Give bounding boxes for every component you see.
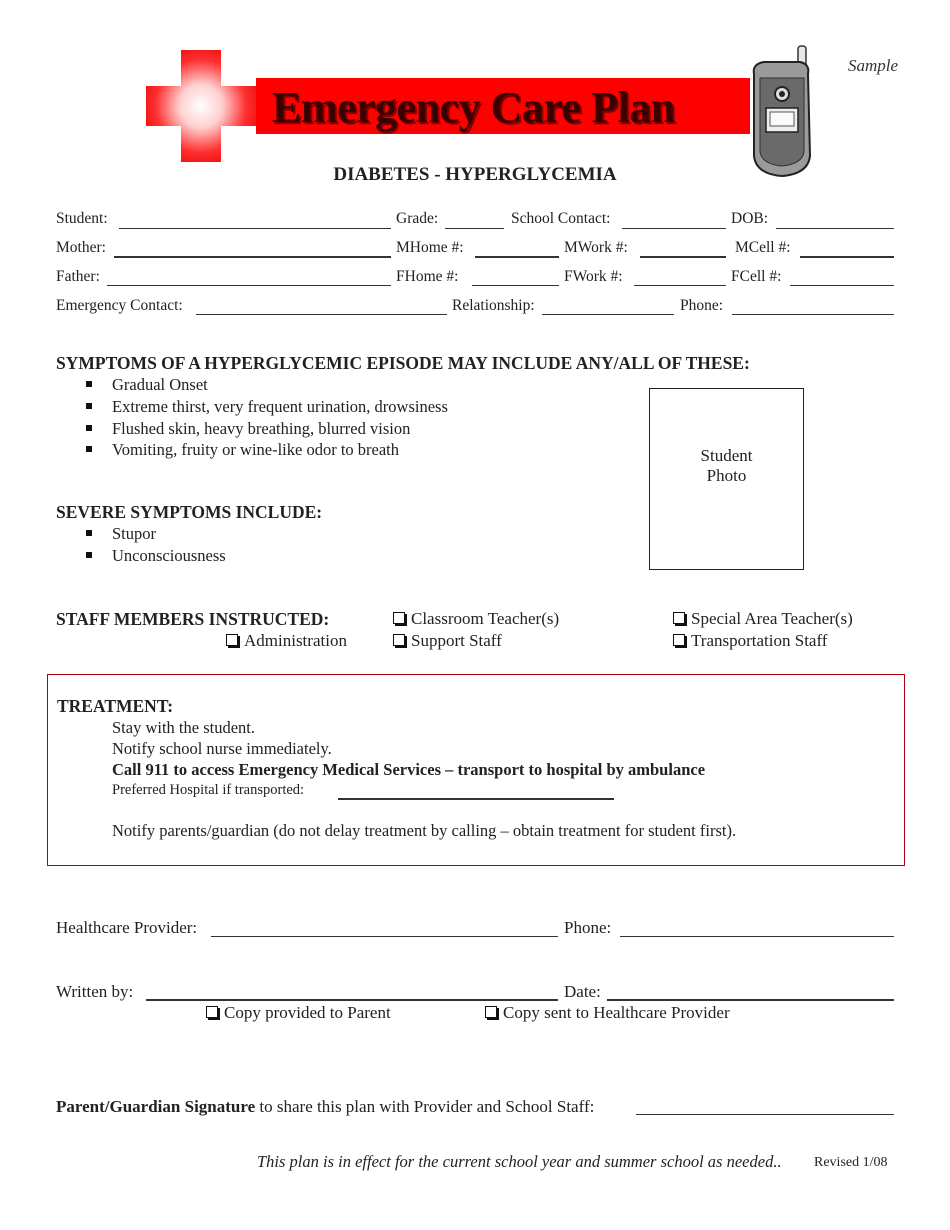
fwork-label: FWork #:: [564, 268, 623, 285]
red-cross-icon: [146, 50, 256, 162]
list-item: Stupor: [112, 524, 157, 543]
checkbox-icon[interactable]: [673, 612, 685, 624]
school-contact-field[interactable]: [622, 228, 726, 229]
list-item: Flushed skin, heavy breathing, blurred vision: [112, 419, 411, 438]
fcell-field[interactable]: [790, 285, 894, 286]
checkbox-classroom-teacher[interactable]: [393, 609, 559, 629]
list-item: Gradual Onset: [112, 375, 208, 394]
treatment-step: Stay with the student.: [112, 718, 255, 737]
checkbox-label: Transportation Staff: [691, 631, 828, 650]
phone-label: Phone:: [680, 297, 724, 314]
sample-label: Sample: [848, 56, 899, 75]
checkbox-icon[interactable]: [485, 1006, 497, 1018]
symptoms-heading: SYMPTOMS OF A HYPERGLYCEMIC EPISODE MAY INCLUDE ANY/ALL OF THESE:: [56, 353, 750, 373]
fwork-field[interactable]: [634, 285, 726, 286]
photo-label-1: Student: [700, 446, 753, 465]
student-label: Student:: [56, 210, 108, 227]
signature-label-rest: to share this plan with Provider and School Staff:: [255, 1097, 595, 1116]
hospital-label: Preferred Hospital if transported:: [112, 782, 305, 798]
dob-field[interactable]: [776, 228, 894, 229]
checkbox-label: Copy provided to Parent: [224, 1003, 391, 1022]
provider-phone-field[interactable]: [620, 936, 894, 937]
call-911-instruction: Call 911 to access Emergency Medical Services – transport to hospital by ambulance: [112, 760, 706, 779]
relationship-field[interactable]: [542, 314, 674, 315]
checkbox-icon[interactable]: [673, 634, 685, 646]
severe-heading: SEVERE SYMPTOMS INCLUDE:: [56, 502, 323, 522]
checkbox-label: Copy sent to Healthcare Provider: [503, 1003, 730, 1022]
page-title: Emergency Care Plan: [272, 83, 675, 132]
father-field[interactable]: [107, 285, 391, 286]
footer-note: This plan is in effect for the current school year and summer school as needed..: [257, 1152, 782, 1171]
grade-label: Grade:: [396, 210, 439, 227]
signature-label-bold: Parent/Guardian Signature: [56, 1097, 256, 1116]
date-field[interactable]: [607, 999, 894, 1001]
emergency-contact-label: Emergency Contact:: [56, 297, 183, 314]
written-by-field[interactable]: [146, 999, 558, 1001]
cell-phone-icon: [748, 44, 814, 180]
date-label: Date:: [564, 982, 601, 1001]
list-item: Extreme thirst, very frequent urination, drowsiness: [112, 397, 448, 416]
checkbox-icon[interactable]: [393, 612, 405, 624]
dob-label: DOB:: [731, 210, 769, 227]
treatment-step: Notify school nurse immediately.: [112, 739, 332, 758]
checkbox-icon[interactable]: [226, 634, 238, 646]
emergency-contact-field[interactable]: [196, 314, 447, 315]
checkbox-icon[interactable]: [393, 634, 405, 646]
provider-label: Healthcare Provider:: [56, 918, 198, 937]
checkbox-special-area-teacher[interactable]: [673, 609, 853, 629]
school-contact-label: School Contact:: [511, 210, 611, 227]
list-item: Vomiting, fruity or wine-like odor to breath: [112, 440, 400, 459]
fhome-label: FHome #:: [396, 268, 459, 285]
mhome-field[interactable]: [475, 256, 559, 258]
signature-field[interactable]: [636, 1114, 894, 1115]
checkbox-label: Support Staff: [411, 631, 502, 650]
mwork-field[interactable]: [640, 256, 726, 258]
mcell-field[interactable]: [800, 256, 894, 258]
mhome-label: MHome #:: [396, 239, 464, 256]
hospital-field[interactable]: [338, 798, 614, 800]
staff-heading: STAFF MEMBERS INSTRUCTED:: [56, 609, 330, 629]
provider-field[interactable]: [211, 936, 558, 937]
checkbox-copy-parent[interactable]: [206, 1003, 391, 1023]
mother-label: Mother:: [56, 239, 106, 256]
checkbox-label: Special Area Teacher(s): [691, 609, 853, 628]
fcell-label: FCell #:: [731, 268, 782, 285]
fhome-field[interactable]: [472, 285, 559, 286]
written-by-label: Written by:: [56, 982, 134, 1001]
checkbox-label: Administration: [244, 631, 347, 650]
checkbox-administration[interactable]: [226, 631, 347, 651]
list-item: Unconsciousness: [112, 546, 226, 565]
treatment-heading: TREATMENT:: [57, 696, 174, 716]
revised-date: Revised 1/08: [814, 1155, 888, 1170]
provider-phone-label: Phone:: [564, 918, 612, 937]
student-photo-box: [649, 388, 804, 570]
mother-field[interactable]: [114, 256, 391, 258]
relationship-label: Relationship:: [452, 297, 535, 314]
photo-label-2: Photo: [706, 466, 747, 485]
student-field[interactable]: [119, 228, 391, 229]
father-label: Father:: [56, 268, 100, 285]
form-subtitle: DIABETES - HYPERGLYCEMIA: [333, 164, 617, 185]
checkbox-support-staff[interactable]: [393, 631, 502, 651]
grade-field[interactable]: [445, 228, 504, 229]
phone-field[interactable]: [732, 314, 894, 315]
signature-label: [56, 1097, 594, 1117]
mcell-label: MCell #:: [735, 239, 791, 256]
checkbox-copy-provider[interactable]: [485, 1003, 730, 1023]
mwork-label: MWork #:: [564, 239, 628, 256]
checkbox-transportation-staff[interactable]: [673, 631, 827, 651]
notify-parents-instruction: Notify parents/guardian (do not delay treatment by calling – obtain treatment for student first).: [112, 821, 737, 840]
checkbox-label: Classroom Teacher(s): [411, 609, 560, 628]
checkbox-icon[interactable]: [206, 1006, 218, 1018]
